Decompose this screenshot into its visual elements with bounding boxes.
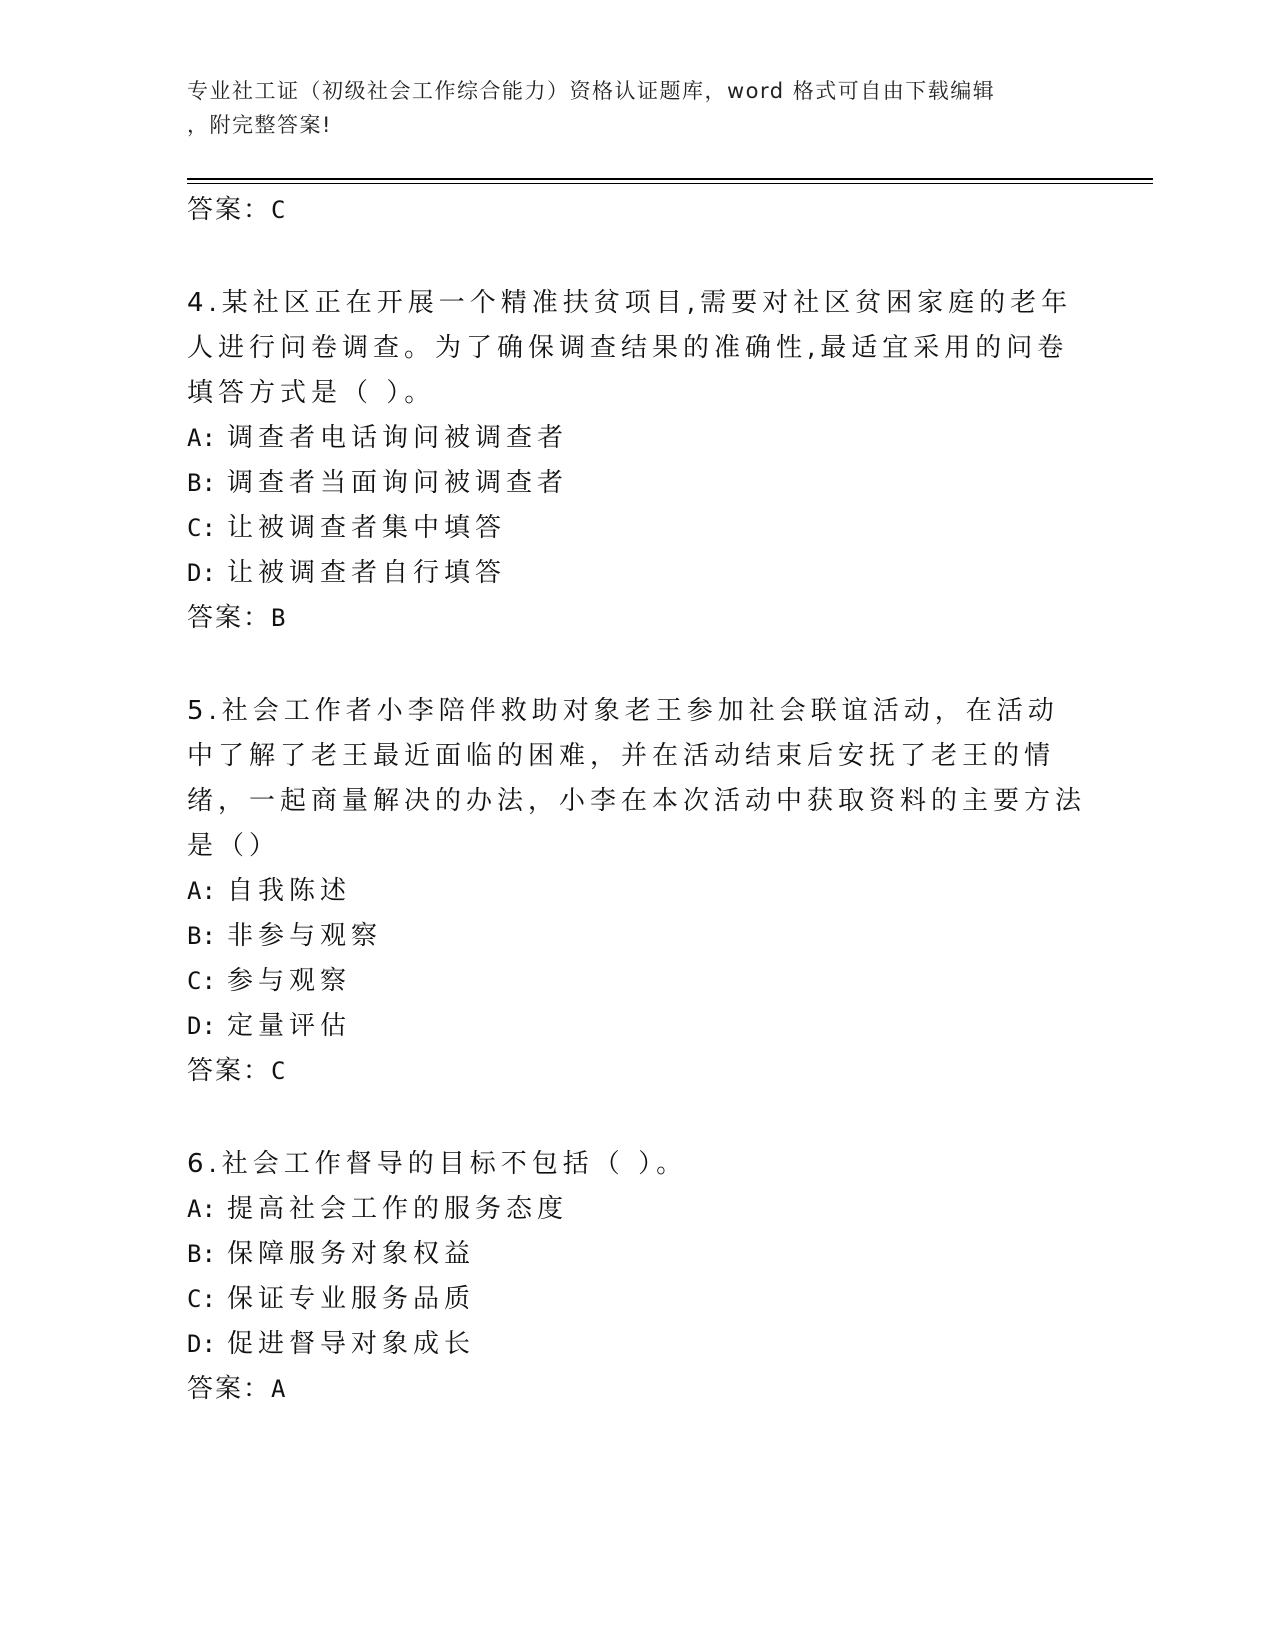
option-text: 非参与观察 [227, 921, 383, 951]
question-answer [187, 596, 1087, 641]
answer-label: 答案： [187, 195, 272, 225]
answer-value: C [271, 1057, 288, 1085]
option-text: 让被调查者自行填答 [227, 558, 507, 588]
option-b [187, 1232, 1087, 1277]
answer-label: 答案： [187, 1056, 272, 1086]
option-key: C: [187, 514, 216, 542]
option-key: D: [187, 1012, 216, 1040]
option-d [187, 551, 1087, 596]
option-d [187, 1004, 1087, 1049]
option-key: A: [187, 1195, 216, 1223]
option-a [187, 869, 1087, 914]
option-key: B: [187, 469, 216, 497]
question-list [187, 188, 1087, 1412]
option-key: B: [187, 922, 216, 950]
header-divider-thin [187, 183, 1153, 184]
answer-value: B [271, 604, 288, 632]
option-text: 自我陈述 [227, 876, 352, 906]
document-header [187, 74, 1087, 142]
option-b [187, 461, 1087, 506]
option-text: 调查者电话询问被调查者 [227, 423, 569, 453]
option-key: D: [187, 559, 216, 587]
option-text: 促进督导对象成长 [227, 1329, 476, 1359]
option-key: A: [187, 877, 216, 905]
option-text: 保障服务对象权益 [227, 1239, 476, 1269]
question-stem: 6.社会工作督导的目标不包括（ ）。 [187, 1149, 688, 1179]
header-line-2: ，附完整答案! [187, 113, 332, 137]
option-key: A: [187, 424, 216, 452]
option-text: 参与观察 [227, 966, 352, 996]
question-stem: 4.某社区正在开展一个精准扶贫项目,需要对社区贫困家庭的老年人进行问卷调查。为了确保调查结果的准确性,最适宜采用的问卷填答方式是（ ）。 [187, 288, 1073, 408]
option-a [187, 1187, 1087, 1232]
option-text: 定量评估 [227, 1011, 352, 1041]
question-answer [187, 1367, 1087, 1412]
question-stem: 5.社会工作者小李陪伴救助对象老王参加社会联谊活动，在活动中了解了老王最近面临的困难，并在活动结束后安抚了老王的情绪，一起商量解决的办法，小李在本次活动中获取资料的主要方法是（） [187, 696, 1087, 861]
option-c [187, 1277, 1087, 1322]
question-5 [187, 689, 1087, 1094]
option-text: 调查者当面询问被调查者 [227, 468, 569, 498]
option-key: B: [187, 1240, 216, 1268]
answer-label: 答案： [187, 1374, 272, 1404]
option-key: C: [187, 967, 216, 995]
option-c [187, 959, 1087, 1004]
option-b [187, 914, 1087, 959]
question-6 [187, 1142, 1087, 1412]
option-d [187, 1322, 1087, 1367]
option-text: 让被调查者集中填答 [227, 513, 507, 543]
question-4 [187, 281, 1087, 641]
option-a [187, 416, 1087, 461]
question-answer [187, 1049, 1087, 1094]
option-text: 提高社会工作的服务态度 [227, 1194, 569, 1224]
previous-question-answer [187, 188, 1087, 233]
option-key: D: [187, 1330, 216, 1358]
header-divider-thick [187, 178, 1153, 180]
option-text: 保证专业服务品质 [227, 1284, 476, 1314]
answer-value: C [271, 196, 288, 224]
answer-value: A [271, 1375, 288, 1403]
answer-label: 答案： [187, 603, 272, 633]
header-line-1: 专业社工证（初级社会工作综合能力）资格认证题库，word 格式可自由下载编辑 [187, 79, 996, 103]
option-c [187, 506, 1087, 551]
option-key: C: [187, 1285, 216, 1313]
